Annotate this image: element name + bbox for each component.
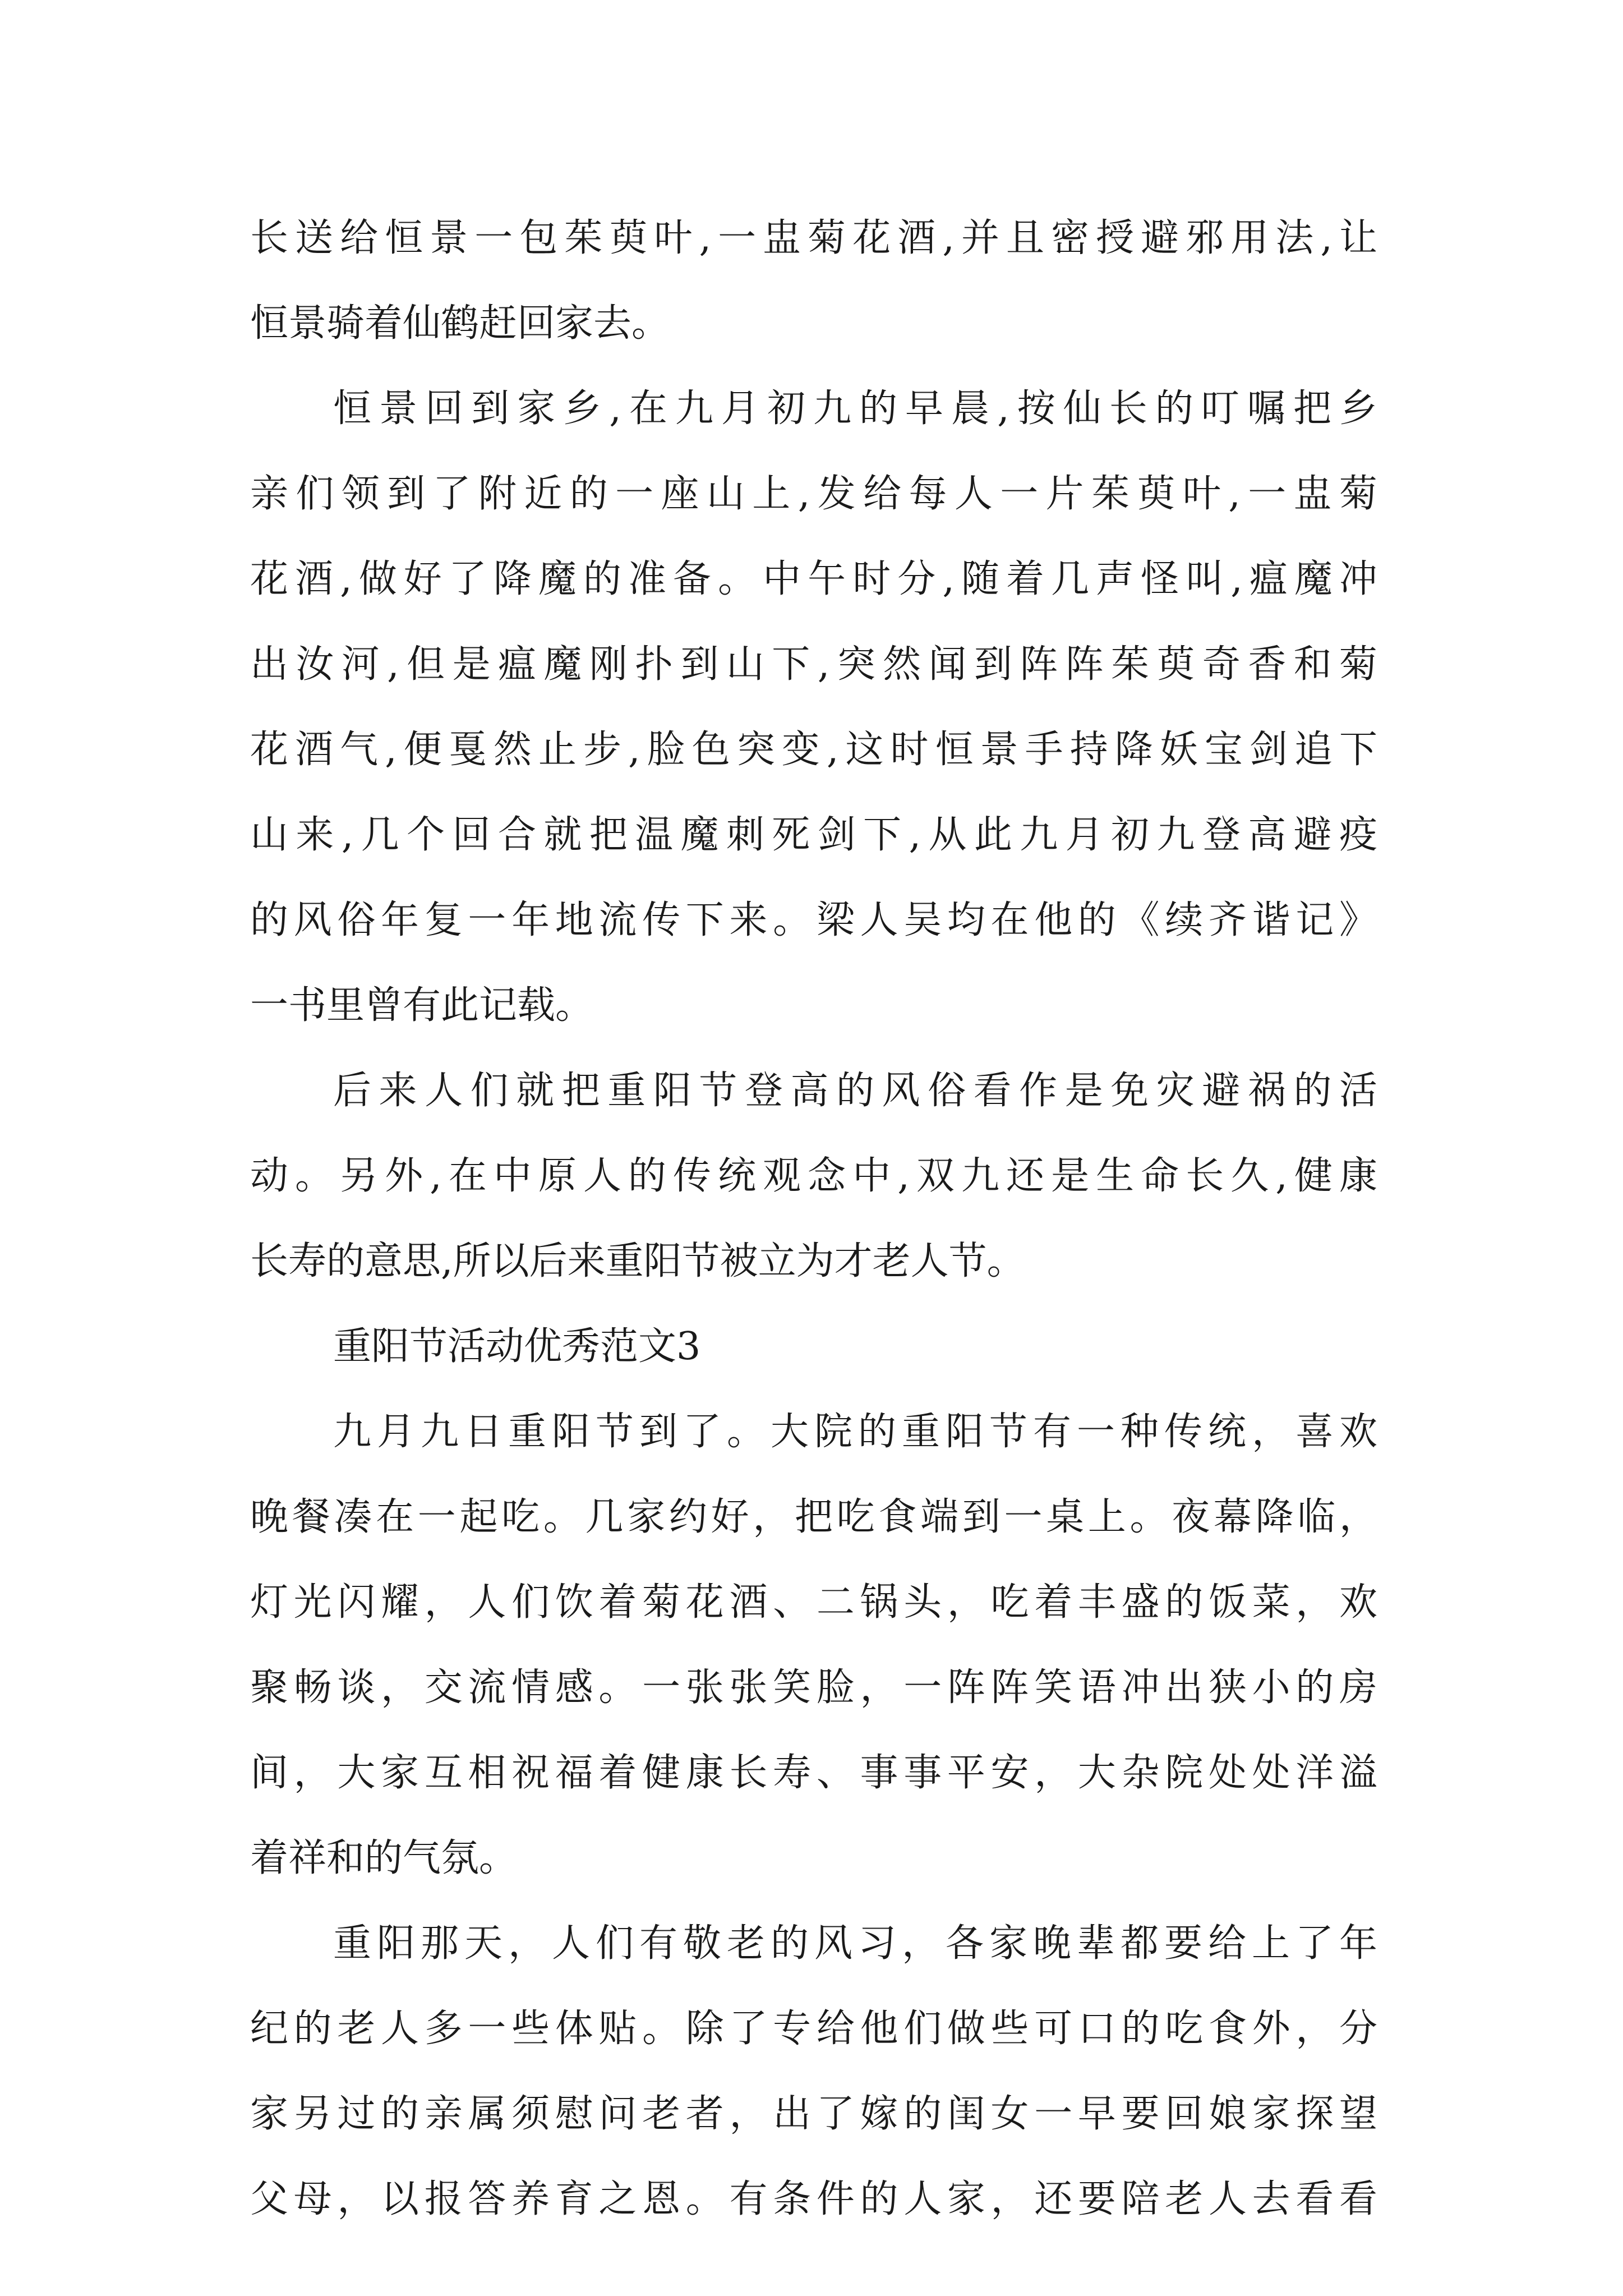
text-line: 重阳那天，人们有敬老的风习，各家晚辈都要给上了年 <box>333 1921 1377 1966</box>
text-line: 恒景回到家乡,在九月初九的早晨,按仙长的叮嘱把乡 <box>333 386 1377 431</box>
paragraph <box>250 1901 1377 2242</box>
text-line: 长寿的意思,所以后来重阳节被立为才老人节。 <box>250 1239 1025 1283</box>
text-line: 后来人们就把重阳节登高的风俗看作是免灾避祸的活 <box>333 1069 1377 1113</box>
text-line: 花酒,做好了降魔的准备。中午时分,随着几声怪叫,瘟魔冲 <box>250 557 1377 601</box>
text-line: 长送给恒景一包茱萸叶,一盅菊花酒,并且密授避邪用法,让 <box>250 216 1377 260</box>
text-line: 一书里曾有此记载。 <box>250 983 594 1028</box>
text-line: 父母，以报答养育之恩。有条件的人家，还要陪老人去看看 <box>250 2177 1377 2221</box>
paragraph <box>250 1048 1377 1304</box>
text-line: 聚畅谈，交流情感。一张张笑脸，一阵阵笑语冲出狭小的房 <box>250 1665 1377 1710</box>
paragraph <box>250 196 1377 366</box>
text-line: 重阳节活动优秀范文3 <box>333 1324 701 1369</box>
paragraph <box>250 1304 1377 1389</box>
text-line: 出汝河,但是瘟魔刚扑到山下,突然闻到阵阵茱萸奇香和菊 <box>250 642 1377 687</box>
text-line: 家另过的亲属须慰问老者，出了嫁的闺女一早要回娘家探望 <box>250 2092 1377 2136</box>
text-line: 花酒气,便戛然止步,脸色突变,这时恒景手持降妖宝剑追下 <box>250 728 1377 772</box>
text-line: 山来,几个回合就把温魔刺死剑下,从此九月初九登高避疫 <box>250 813 1377 857</box>
text-line: 亲们领到了附近的一座山上,发给每人一片茱萸叶,一盅菊 <box>250 472 1377 516</box>
text-line: 的风俗年复一年地流传下来。梁人吴均在他的《续齐谐记》 <box>250 898 1377 942</box>
text-line: 恒景骑着仙鹤赶回家去。 <box>250 301 670 346</box>
paragraph <box>250 366 1377 1048</box>
text-line: 动。另外,在中原人的传统观念中,双九还是生命长久,健康 <box>250 1154 1377 1198</box>
text-line: 九月九日重阳节到了。大院的重阳节有一种传统，喜欢 <box>333 1410 1377 1454</box>
text-line: 着祥和的气氛。 <box>250 1836 518 1880</box>
text-line: 晚餐凑在一起吃。几家约好，把吃食端到一桌上。夜幕降临， <box>250 1495 1377 1539</box>
text-line: 间，大家互相祝福着健康长寿、事事平安，大杂院处处洋溢 <box>250 1751 1377 1795</box>
document-body <box>250 196 1377 2242</box>
text-line: 灯光闪耀，人们饮着菊花酒、二锅头，吃着丰盛的饭菜，欢 <box>250 1580 1377 1625</box>
text-line: 纪的老人多一些体贴。除了专给他们做些可口的吃食外，分 <box>250 2007 1377 2051</box>
paragraph <box>250 1389 1377 1901</box>
